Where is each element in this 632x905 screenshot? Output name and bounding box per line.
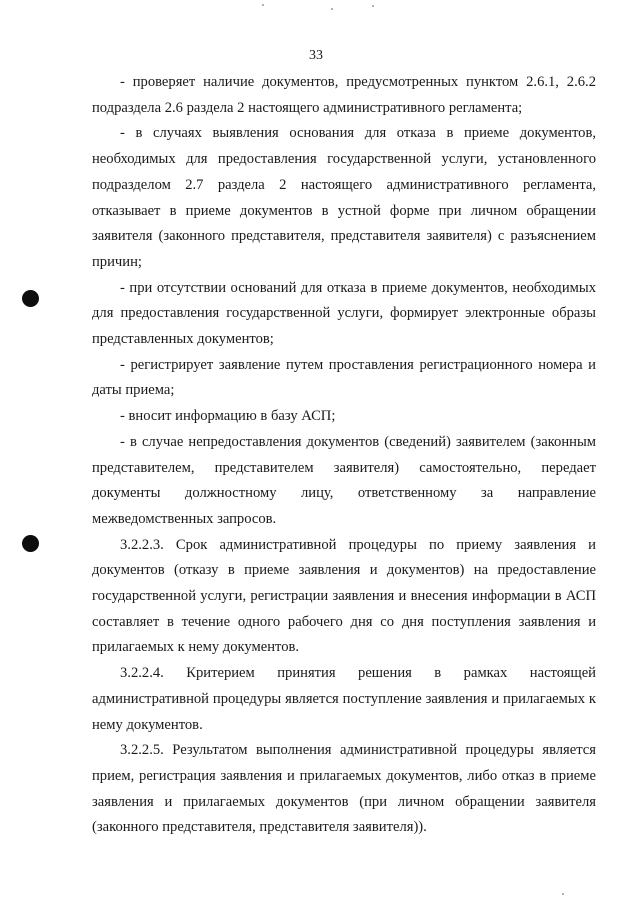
paragraph-refusal-grounds: - в случаях выявления основания для отказа в приеме документов, необходимых для предоставления государственной услуги, установленного подразделом 2.7 раздела 2 настоящего административного регламента, отказывает в приеме документов в устной форме при личном обращении заявителя (законного представителя, представителя заявителя) с разъяснением причин; bbox=[92, 125, 596, 270]
scan-speck bbox=[262, 4, 264, 6]
paragraph-no-refusal-grounds: - при отсутствии оснований для отказа в приеме документов, необходимых для предоставления государственной услуги, формирует электронные образы представленных документов; bbox=[92, 279, 596, 348]
punch-hole-mark bbox=[22, 535, 39, 552]
page-number: 33 bbox=[309, 48, 323, 63]
paragraph-3-2-2-4: 3.2.2.4. Критерием принятия решения в рамках настоящей административной процедуры является поступление заявления и прилагаемых к нему документов. bbox=[92, 665, 596, 733]
paragraph-check-documents: - проверяет наличие документов, предусмотренных пунктом 2.6.1, 2.6.2 подраздела 2.6 раздела 2 настоящего административного регламента; bbox=[92, 74, 596, 116]
document-body bbox=[92, 70, 596, 841]
punch-hole-mark bbox=[22, 290, 39, 307]
paragraph-3-2-2-5: 3.2.2.5. Результатом выполнения административной процедуры является прием, регистрация заявления и прилагаемых документов, либо отказ в приеме заявления и прилагаемых документов (при личном обращении заявителя (законного представителя, представителя заявителя)). bbox=[92, 742, 596, 836]
scan-speck bbox=[372, 5, 374, 7]
paragraph-interagency-requests: - в случае непредоставления документов (сведений) заявителем (законным представителем, представителем заявителя) самостоятельно, передает документы должностному лицу, ответственному за направление межведомственных запросов. bbox=[92, 433, 596, 527]
scan-speck bbox=[562, 893, 564, 895]
paragraph-3-2-2-3: 3.2.2.3. Срок административной процедуры по приему заявления и документов (отказу в приеме заявления и документов) на предоставление государственной услуги, регистрации заявления и внесения информации в АСП составляет в течение одного рабочего дня со дня поступления заявления и прилагаемых к нему документов. bbox=[92, 536, 596, 656]
paragraph-enter-asp: - вносит информацию в базу АСП; bbox=[120, 408, 336, 425]
scan-speck bbox=[331, 8, 333, 10]
paragraph-register-application: - регистрирует заявление путем проставления регистрационного номера и даты приема; bbox=[92, 356, 596, 399]
